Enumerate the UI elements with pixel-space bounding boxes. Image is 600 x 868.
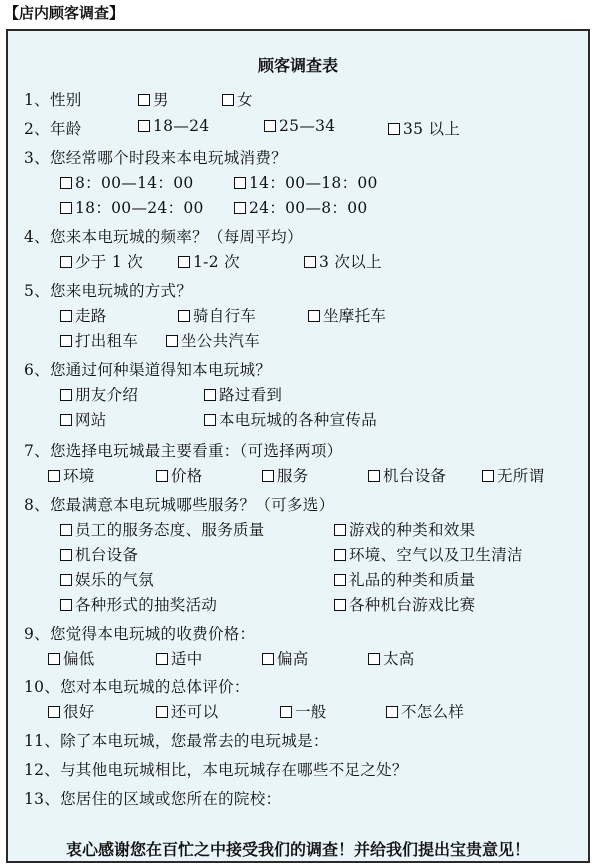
option-rating-good[interactable]: 很好 bbox=[48, 700, 95, 722]
checkbox-icon[interactable] bbox=[60, 310, 72, 322]
option-time-24-8[interactable]: 24：00—8：00 bbox=[234, 196, 368, 218]
checkbox-icon[interactable] bbox=[156, 653, 168, 665]
survey-form bbox=[6, 29, 590, 863]
checkbox-icon[interactable] bbox=[204, 414, 216, 426]
question-10: 10、您对本电玩城的总体评价： bbox=[24, 678, 250, 696]
section-title: 【店内顾客调查】 bbox=[4, 4, 125, 22]
option-channel-passby[interactable]: 路过看到 bbox=[204, 383, 282, 405]
option-price-fair[interactable]: 适中 bbox=[156, 647, 203, 669]
checkbox-icon[interactable] bbox=[138, 120, 150, 132]
option-service-lottery[interactable]: 各种形式的抽奖活动 bbox=[60, 593, 217, 615]
checkbox-icon[interactable] bbox=[60, 414, 72, 426]
question-7: 7、您选择电玩城最主要看重：（可选择两项） bbox=[24, 442, 343, 460]
option-freq-3-plus[interactable]: 3 次以上 bbox=[304, 250, 382, 272]
option-service-machines[interactable]: 机台设备 bbox=[60, 543, 138, 565]
checkbox-icon[interactable] bbox=[334, 599, 346, 611]
checkbox-icon[interactable] bbox=[308, 310, 320, 322]
checkbox-icon[interactable] bbox=[388, 123, 400, 135]
option-service-atmosphere[interactable]: 娱乐的气氛 bbox=[60, 568, 154, 590]
checkbox-icon[interactable] bbox=[334, 524, 346, 536]
option-channel-friend[interactable]: 朋友介绍 bbox=[60, 383, 138, 405]
checkbox-icon[interactable] bbox=[204, 389, 216, 401]
checkbox-icon[interactable] bbox=[156, 706, 168, 718]
option-service-staff[interactable]: 员工的服务态度、服务质量 bbox=[60, 518, 265, 540]
question-11: 11、除了本电玩城，您最常去的电玩城是： bbox=[24, 732, 329, 750]
option-rating-ok[interactable]: 还可以 bbox=[156, 700, 218, 722]
checkbox-icon[interactable] bbox=[334, 574, 346, 586]
checkbox-icon[interactable] bbox=[234, 177, 246, 189]
checkbox-icon[interactable] bbox=[48, 653, 60, 665]
option-time-18-24[interactable]: 18：00—24：00 bbox=[60, 196, 204, 218]
option-service-gifts[interactable]: 礼品的种类和质量 bbox=[334, 568, 475, 590]
question-3: 3、您经常哪个时段来本电玩城消费？ bbox=[24, 149, 287, 167]
option-channel-promo[interactable]: 本电玩城的各种宣传品 bbox=[204, 408, 377, 430]
form-title: 顾客调查表 bbox=[257, 56, 338, 75]
checkbox-icon[interactable] bbox=[60, 177, 72, 189]
checkbox-icon[interactable] bbox=[60, 389, 72, 401]
checkbox-icon[interactable] bbox=[304, 256, 316, 268]
option-service-environment[interactable]: 环境、空气以及卫生清洁 bbox=[334, 543, 523, 565]
question-6: 6、您通过何种渠道得知本电玩城？ bbox=[24, 361, 272, 379]
checkbox-icon[interactable] bbox=[386, 706, 398, 718]
checkbox-icon[interactable] bbox=[48, 706, 60, 718]
option-priority-price[interactable]: 价格 bbox=[156, 464, 203, 486]
checkbox-icon[interactable] bbox=[368, 653, 380, 665]
option-price-too-high[interactable]: 太高 bbox=[368, 647, 415, 669]
option-price-low[interactable]: 偏低 bbox=[48, 647, 95, 669]
checkbox-icon[interactable] bbox=[280, 706, 292, 718]
option-channel-website[interactable]: 网站 bbox=[60, 408, 107, 430]
checkbox-icon[interactable] bbox=[482, 470, 494, 482]
option-way-motorbike[interactable]: 坐摩托车 bbox=[308, 304, 386, 326]
question-4: 4、您来本电玩城的频率？（每周平均） bbox=[24, 228, 303, 246]
option-price-high[interactable]: 偏高 bbox=[262, 647, 309, 669]
option-service-contests[interactable]: 各种机台游戏比赛 bbox=[334, 593, 475, 615]
checkbox-icon[interactable] bbox=[262, 653, 274, 665]
checkbox-icon[interactable] bbox=[262, 470, 274, 482]
option-way-bike[interactable]: 骑自行车 bbox=[178, 304, 256, 326]
question-12: 12、与其他电玩城相比，本电玩城存在哪些不足之处？ bbox=[24, 761, 408, 779]
checkbox-icon[interactable] bbox=[60, 574, 72, 586]
option-age-18-24[interactable]: 18—24 bbox=[138, 117, 209, 135]
option-age-35-plus[interactable]: 35 以上 bbox=[388, 117, 460, 139]
checkbox-icon[interactable] bbox=[60, 202, 72, 214]
checkbox-icon[interactable] bbox=[178, 310, 190, 322]
option-way-walk[interactable]: 走路 bbox=[60, 304, 107, 326]
checkbox-icon[interactable] bbox=[60, 549, 72, 561]
option-age-25-34[interactable]: 25—34 bbox=[264, 117, 335, 135]
checkbox-icon[interactable] bbox=[234, 202, 246, 214]
checkbox-icon[interactable] bbox=[60, 335, 72, 347]
option-priority-service[interactable]: 服务 bbox=[262, 464, 309, 486]
option-priority-machines[interactable]: 机台设备 bbox=[368, 464, 446, 486]
option-priority-none[interactable]: 无所谓 bbox=[482, 464, 544, 486]
option-service-games[interactable]: 游戏的种类和效果 bbox=[334, 518, 475, 540]
option-priority-environment[interactable]: 环境 bbox=[48, 464, 95, 486]
checkbox-icon[interactable] bbox=[60, 256, 72, 268]
option-way-taxi[interactable]: 打出租车 bbox=[60, 329, 138, 351]
checkbox-icon[interactable] bbox=[334, 549, 346, 561]
option-freq-less-1[interactable]: 少于 1 次 bbox=[60, 250, 143, 272]
checkbox-icon[interactable] bbox=[48, 470, 60, 482]
option-freq-1-2[interactable]: 1-2 次 bbox=[178, 250, 240, 272]
checkbox-icon[interactable] bbox=[368, 470, 380, 482]
closing-thanks: 衷心感谢您在百忙之中接受我们的调查！并给我们提出宝贵意见！ bbox=[65, 840, 530, 859]
checkbox-icon[interactable] bbox=[60, 599, 72, 611]
checkbox-icon[interactable] bbox=[222, 94, 234, 106]
checkbox-icon[interactable] bbox=[178, 256, 190, 268]
option-gender-female[interactable]: 女 bbox=[222, 88, 253, 110]
option-rating-poor[interactable]: 不怎么样 bbox=[386, 700, 464, 722]
question-5: 5、您来电玩城的方式？ bbox=[24, 282, 193, 300]
question-8: 8、您最满意本电玩城哪些服务？（可多选） bbox=[24, 496, 335, 514]
option-rating-average[interactable]: 一般 bbox=[280, 700, 327, 722]
option-time-14-18[interactable]: 14：00—18：00 bbox=[234, 171, 378, 193]
option-time-8-14[interactable]: 8：00—14：00 bbox=[60, 171, 194, 193]
checkbox-icon[interactable] bbox=[60, 524, 72, 536]
question-1: 1、性别 bbox=[24, 91, 82, 109]
option-gender-male[interactable]: 男 bbox=[138, 88, 169, 110]
checkbox-icon[interactable] bbox=[264, 120, 276, 132]
question-2: 2、年龄 bbox=[24, 120, 82, 138]
checkbox-icon[interactable] bbox=[138, 94, 150, 106]
question-13: 13、您居住的区域或您所在的院校： bbox=[24, 790, 282, 808]
option-way-bus[interactable]: 坐公共汽车 bbox=[166, 329, 260, 351]
checkbox-icon[interactable] bbox=[166, 335, 178, 347]
checkbox-icon[interactable] bbox=[156, 470, 168, 482]
question-9: 9、您觉得本电玩城的收费价格： bbox=[24, 625, 256, 643]
